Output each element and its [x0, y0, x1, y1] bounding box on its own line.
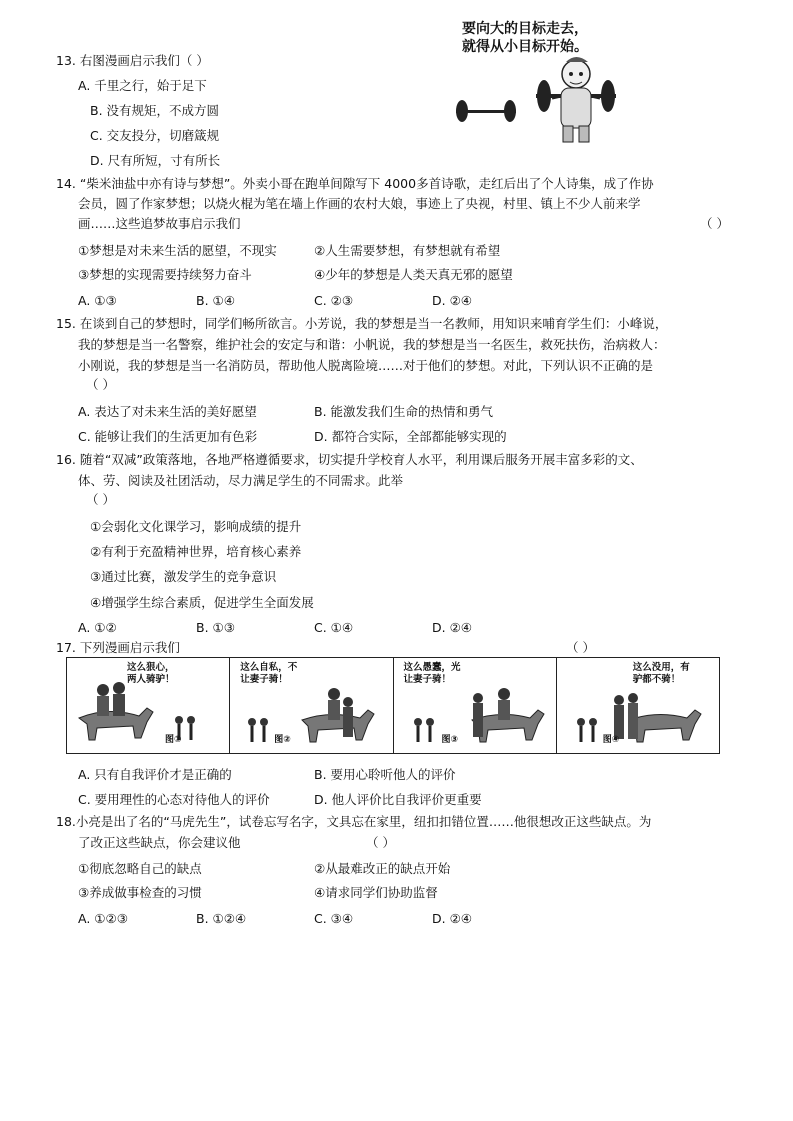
cartoon-panel-1: [67, 658, 230, 753]
q16-line-2: 体、劳、阅读及社团活动，尽力满足学生的不同需求。此举: [78, 473, 404, 488]
q18-option-b: B. ①②④: [196, 911, 247, 926]
q16-answer-paren: （ ）: [86, 492, 115, 507]
cartoon-panel-4: [557, 658, 719, 753]
panel-2-speech: 这么自私，不 让妻子骑！: [240, 662, 298, 685]
q17-option-a: A. 只有自我评价才是正确的: [78, 767, 232, 782]
q14-answer-paren: （ ）: [700, 216, 729, 231]
q13-stem: 13. 右图漫画启示我们（ ）: [56, 53, 209, 68]
q15-option-c: C. 能够让我们的生活更加有色彩: [78, 429, 258, 444]
weightlifter-cartoon: [448, 18, 618, 148]
q16-item-4: ④增强学生综合素质，促进学生全面发展: [90, 595, 314, 610]
q17-option-b: B. 要用心聆听他人的评价: [314, 767, 456, 782]
q14-option-c: C. ②③: [314, 293, 354, 308]
panel-1-speech: 这么狠心， 两人骑驴！: [127, 662, 175, 685]
q14-option-a: A. ①③: [78, 293, 117, 308]
q18-line-1: 18.小亮是出了名的“马虎先生”，试卷忘写名字，文具忘在家里，纽扣扣错位置……他很想改正这些缺点。为: [56, 814, 652, 829]
q18-item-1: ①彻底忽略自己的缺点: [78, 861, 202, 876]
panel-4-illustration: [557, 658, 719, 752]
q17-option-c: C. 要用理性的心态对待他人的评价: [78, 792, 270, 807]
q13-option-d: D. 尺有所短，寸有所长: [90, 153, 221, 168]
q16-option-a: A. ①②: [78, 620, 117, 635]
panel-1-label: 图①: [165, 735, 182, 745]
q14-line-1: 14. “柴米油盐中亦有诗与梦想”。外卖小哥在跑单间隙写下 4000多首诗歌，走红后出了个人诗集，成了作协: [56, 176, 654, 191]
q18-item-4: ④请求同学们协助监督: [314, 885, 438, 900]
cartoon-caption-2: 就得从小目标开始。: [462, 39, 588, 55]
q16-item-2: ②有利于充盈精神世界，培育核心素养: [90, 544, 302, 559]
q18-line-2: 了改正这些缺点，你会建议他: [78, 835, 241, 850]
q14-item-1: ①梦想是对未来生活的愿望，不现实: [78, 243, 277, 258]
panel-2-illustration: [230, 658, 393, 752]
q15-line-2: 我的梦想是当一名警察，维护社会的安定与和谐：小帆说，我的梦想是当一名医生，救死扶伤，治病救人：: [78, 337, 666, 352]
q18-option-c: C. ③④: [314, 911, 354, 926]
q14-item-2: ②人生需要梦想，有梦想就有希望: [314, 243, 501, 258]
q15-line-3: 小刚说，我的梦想是当一名消防员，帮助他人脱离险境……对于他们的梦想。对此，下列认识不正确的是: [78, 358, 654, 373]
q15-option-a: A. 表达了对未来生活的美好愿望: [78, 404, 257, 419]
weightlifter-illustration: [448, 18, 618, 148]
q16-item-1: ①会弱化文化课学习，影响成绩的提升: [90, 519, 302, 534]
panel-3-illustration: [394, 658, 557, 752]
q13-option-b: B. 没有规矩，不成方圆: [90, 103, 220, 118]
panel-3-speech: 这么愚蠢，光 让妻子骑！: [403, 662, 461, 685]
q15-option-d: D. 都符合实际，全部都能够实现的: [314, 429, 507, 444]
q14-option-b: B. ①④: [196, 293, 235, 308]
q14-line-3: 画……这些追梦故事启示我们: [78, 216, 241, 231]
cartoon-panel-3: [394, 658, 557, 753]
cartoon-panel-2: [230, 658, 393, 753]
q15-answer-paren: （ ）: [86, 377, 115, 392]
q16-item-3: ③通过比赛，激发学生的竞争意识: [90, 569, 277, 584]
panel-1-illustration: [67, 658, 230, 752]
q18-option-a: A. ①②③: [78, 911, 128, 926]
panel-4-speech: 这么没用，有 驴都不骑！: [632, 662, 690, 685]
panel-4-label: 图④: [602, 735, 620, 745]
cartoon-caption-1: 要向大的目标走去，: [462, 21, 588, 37]
q14-line-2: 会员，圆了作家梦想；以烧火棍为笔在墙上作画的农村大娘，事迹上了央视，村里、镇上不少人前来学: [78, 196, 641, 211]
q16-line-1: 16. 随着“双减”政策落地，各地严格遵循要求，切实提升学校育人水平，利用课后服务开展丰富多彩的文、: [56, 452, 643, 467]
q14-option-d: D. ②④: [432, 293, 472, 308]
panel-2-label: 图②: [274, 735, 291, 745]
q15-option-b: B. 能激发我们生命的热情和勇气: [314, 404, 494, 419]
panel-3-label: 图③: [441, 735, 459, 745]
q17-stem: 17. 下列漫画启示我们: [56, 640, 180, 655]
q14-item-3: ③梦想的实现需要持续努力奋斗: [78, 267, 252, 282]
q18-option-d: D. ②④: [432, 911, 472, 926]
q18-item-3: ③养成做事检查的习惯: [78, 885, 202, 900]
q13-option-a: A. 千里之行，始于足下: [78, 78, 207, 93]
q15-line-1: 15. 在谈到自己的梦想时，同学们畅所欲言。小芳说，我的梦想是当一名教师，用知识来哺育学生们：小峰说，: [56, 316, 668, 331]
q18-item-2: ②从最难改正的缺点开始: [314, 861, 451, 876]
q14-item-4: ④少年的梦想是人类天真无邪的愿望: [314, 267, 513, 282]
q17-option-d: D. 他人评价比自我评价更重要: [314, 792, 482, 807]
q17-answer-paren: （ ）: [566, 640, 595, 655]
q16-option-d: D. ②④: [432, 620, 472, 635]
q16-option-b: B. ①③: [196, 620, 235, 635]
donkey-cartoon-strip: [66, 657, 720, 754]
q13-option-c: C. 交友投分，切磨箴规: [90, 128, 220, 143]
q18-answer-paren: （ ）: [366, 835, 395, 850]
q16-option-c: C. ①④: [314, 620, 354, 635]
